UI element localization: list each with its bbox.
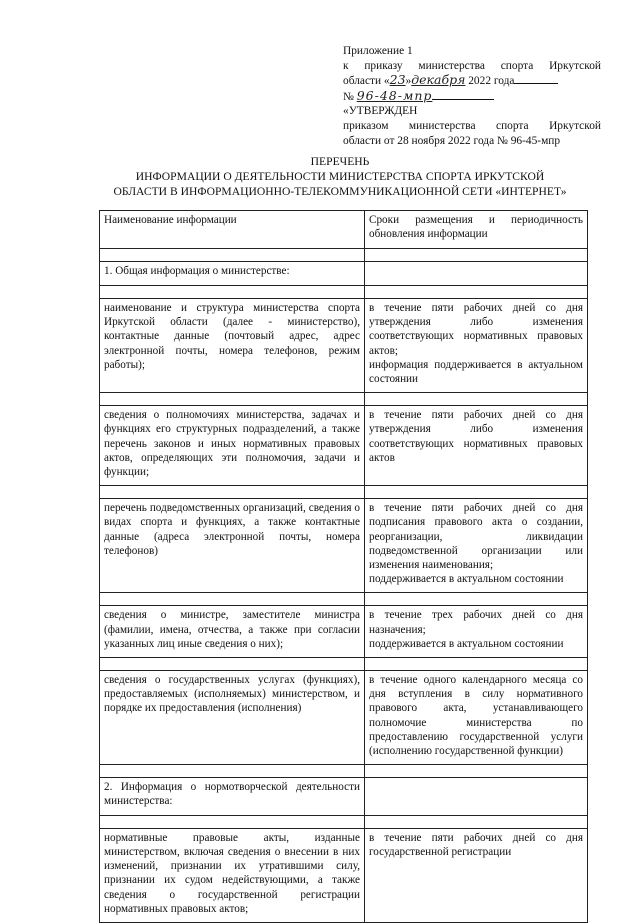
section-empty-cell [365,262,588,286]
appendix-label: Приложение 1 [343,45,413,57]
table-row [100,606,588,658]
info-name-cell: нормативные правовые акты, изданные министерством, включая сведения о внесении в них изменений, признании их утратившими силу, признании их судом недействующими, а также сведения о государственной регистрации нормативных правовых актов; [100,828,365,922]
table-row [100,671,588,765]
approved-label: «УТВЕРЖДЕН [343,105,418,118]
table-row [100,828,588,922]
info-name-cell: сведения о министре, заместителе министра (фамилии, имена, отчества, а также при согласии указанных лиц иные сведения о них); [100,606,365,658]
info-name-cell: сведения о полномочиях министерства, задачах и функциях его структурных подразделений, а также перечень законов и иных нормативных правовых актов, определяющих эти полномочия, задачи и функции; [100,406,365,486]
info-name-cell: сведения о государственных услугах (функциях), предоставляемых (исполняемых) министерством, и порядке их предоставления (исполнения) [100,671,365,765]
approval-block [343,44,601,148]
info-name-cell: наименование и структура министерства спорта Иркутской области (далее - министерство), контактные данные (почтовый адрес, адрес электронной почты, номера телефонов, режим работы); [100,299,365,393]
info-term-cell: в течение пяти рабочих дней со дня подписания правового акта о создании, реорганизации, ликвидации подведомственной организации или изменения наименования; поддерживается в актуальном состоянии [365,499,588,593]
header-term-cell: Сроки размещения и периодичность обновления информации [365,211,588,249]
section-row [100,262,588,286]
title-line-3: ОБЛАСТИ В ИНФОРМАЦИОННО-ТЕЛЕКОММУНИКАЦИОННОЙ СЕТИ «ИНТЕРНЕТ» [113,184,567,198]
approved-order-date-line: области от 28 ноября 2022 года № 96-45-мпр [343,134,561,147]
order-number-line: № 96-48-мпр [343,89,601,105]
info-term-cell: в течение пяти рабочих дней со дня утверждения либо изменения соответствующих нормативных правовых актов [365,406,588,486]
approved-order-line: приказом министерства спорта Иркутской [343,119,601,132]
order-date-line: области «23»декабря 2022 года [343,73,601,89]
info-term-cell: в течение пяти рабочих дней со дня утверждения либо изменения соответствующих нормативных правовых актов; информация поддерживается в актуальном состоянии [365,299,588,393]
info-name-cell: перечень подведомственных организаций, сведения о видах спорта и функциях, а также контактные данные (адреса электронной почты, номера телефонов) [100,499,365,593]
handwritten-month: декабря [411,72,466,88]
information-table [99,210,588,923]
document-title [90,155,590,199]
header-name-cell: Наименование информации [100,211,365,249]
handwritten-number: 96-48-мпр [356,87,433,103]
section-title-cell: 2. Информация о нормотворческой деятельности министерства: [100,778,365,815]
blank-line [432,89,494,100]
table-header-row [100,211,588,249]
order-reference-line: к приказу министерства спорта Иркутской [343,59,601,72]
blank-line [514,73,558,84]
info-term-cell: в течение одного календарного месяца со дня вступления в силу нормативного правового акта, устанавливающего полномочие министерства по предоставлению государственной услуги (исполнению государственной функции) [365,671,588,765]
info-term-cell: в течение трех рабочих дней со дня назначения; поддерживается в актуальном состоянии [365,606,588,658]
table-row [100,499,588,593]
section-title-cell: 1. Общая информация о министерстве: [100,262,365,286]
section-empty-cell [365,778,588,815]
section-row [100,778,588,815]
handwritten-day: 23 [389,72,406,88]
table-row [100,406,588,486]
table-row [100,299,588,393]
title-line-2: ИНФОРМАЦИИ О ДЕЯТЕЛЬНОСТИ МИНИСТЕРСТВА СПОРТА ИРКУТСКОЙ [135,169,545,183]
title-line-1: ПЕРЕЧЕНЬ [310,155,370,168]
info-term-cell: в течение пяти рабочих дней со дня государственной регистрации [365,828,588,922]
